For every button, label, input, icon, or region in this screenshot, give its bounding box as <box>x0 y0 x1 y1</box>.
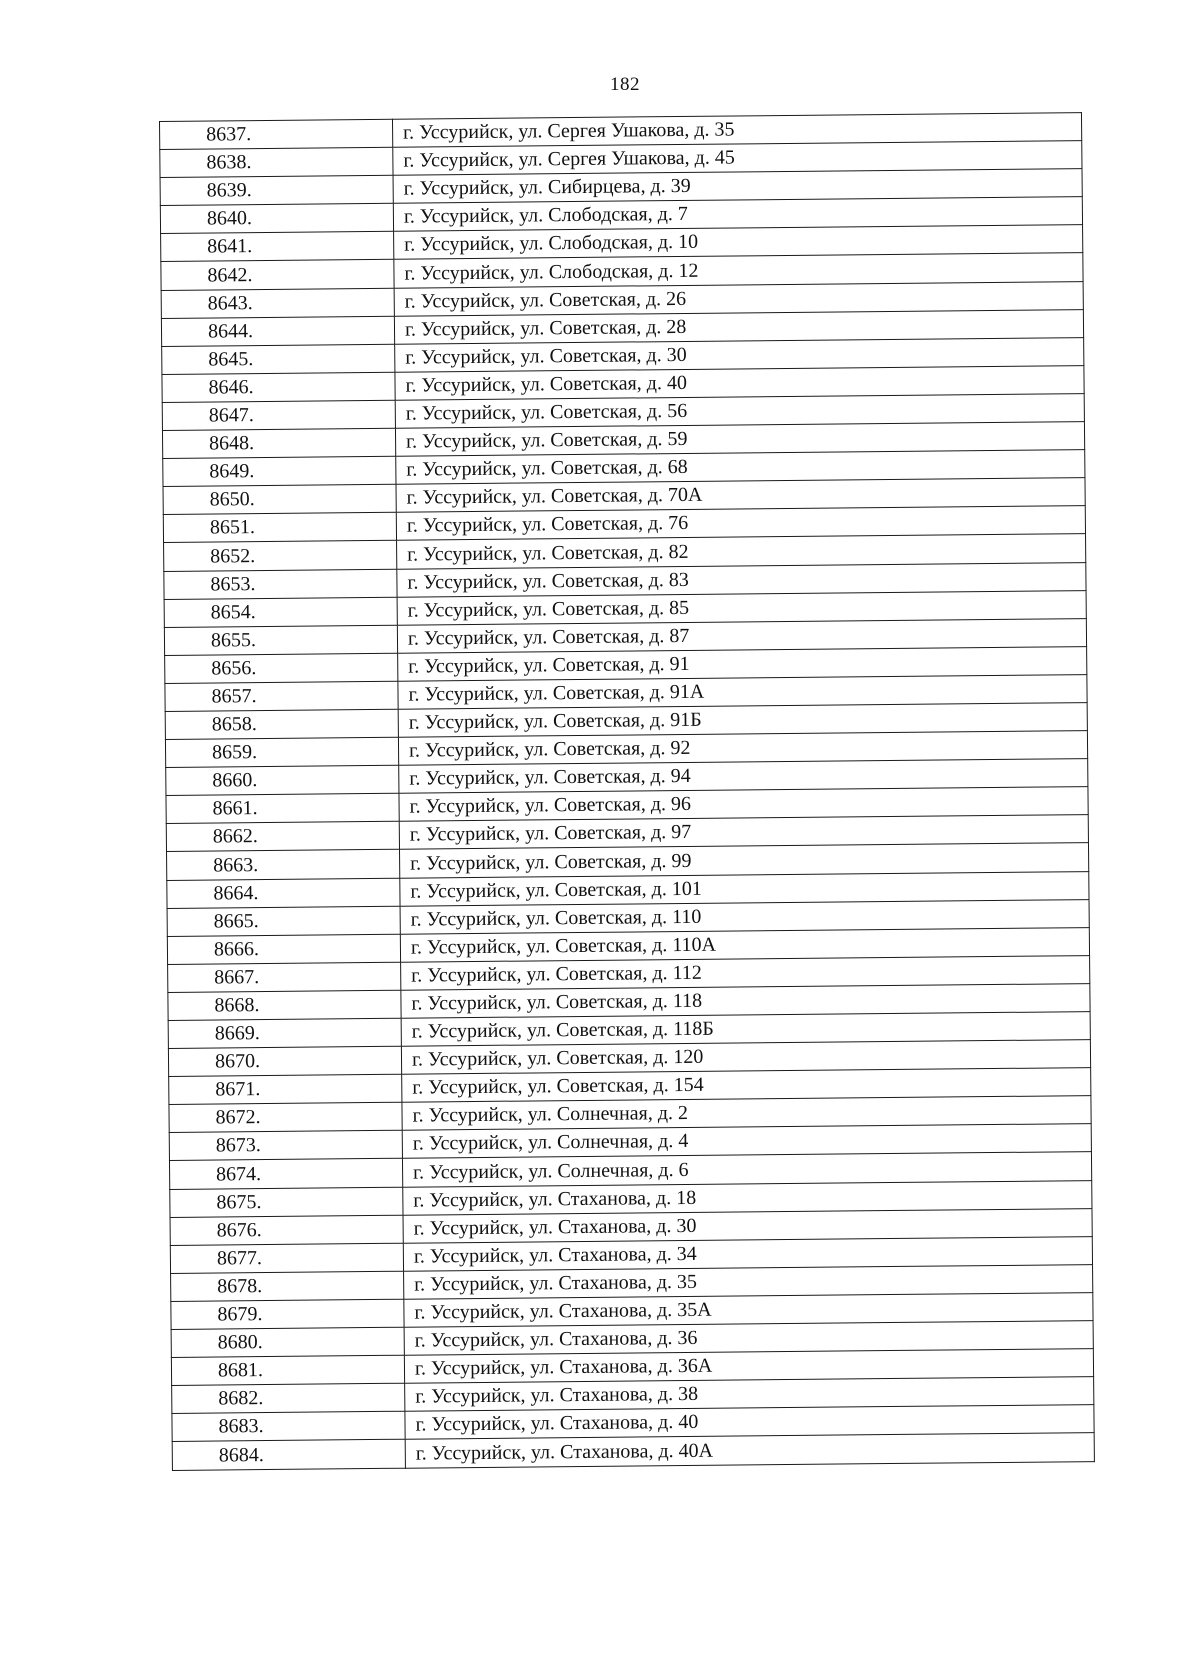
row-number: 8651. <box>163 513 396 543</box>
row-address: г. Уссурийск, ул. Советская, д. 30 <box>395 337 1084 372</box>
row-number: 8683. <box>172 1412 405 1442</box>
row-number: 8643. <box>161 288 394 318</box>
row-address: г. Уссурийск, ул. Советская, д. 83 <box>397 562 1086 597</box>
row-address: г. Уссурийск, ул. Советская, д. 85 <box>397 590 1086 625</box>
row-number: 8652. <box>164 541 397 571</box>
row-address: г. Уссурийск, ул. Советская, д. 154 <box>402 1068 1091 1103</box>
row-number: 8678. <box>171 1271 404 1301</box>
row-number: 8675. <box>170 1187 403 1217</box>
row-number: 8653. <box>164 569 397 599</box>
row-number: 8658. <box>165 709 398 739</box>
row-number: 8664. <box>167 878 400 908</box>
row-address: г. Уссурийск, ул. Советская, д. 82 <box>397 534 1086 569</box>
row-address: г. Уссурийск, ул. Сергея Ушакова, д. 45 <box>393 141 1082 176</box>
row-address: г. Уссурийск, ул. Солнечная, д. 2 <box>402 1096 1091 1131</box>
row-number: 8648. <box>162 428 395 458</box>
row-address: г. Уссурийск, ул. Советская, д. 26 <box>394 281 1083 316</box>
row-address: г. Уссурийск, ул. Советская, д. 87 <box>397 618 1086 653</box>
page-number: 182 <box>610 74 640 95</box>
row-address: г. Уссурийск, ул. Советская, д. 110А <box>400 927 1089 962</box>
row-address: г. Уссурийск, ул. Советская, д. 112 <box>401 955 1090 990</box>
row-address: г. Уссурийск, ул. Стаханова, д. 35 <box>404 1264 1093 1299</box>
row-number: 8681. <box>171 1355 404 1385</box>
row-number: 8673. <box>169 1131 402 1161</box>
row-address: г. Уссурийск, ул. Советская, д. 56 <box>395 394 1084 429</box>
row-address: г. Уссурийск, ул. Советская, д. 76 <box>396 506 1085 541</box>
row-address: г. Уссурийск, ул. Стаханова, д. 35А <box>404 1293 1093 1328</box>
row-number: 8672. <box>169 1102 402 1132</box>
row-number: 8637. <box>160 119 393 149</box>
row-address: г. Уссурийск, ул. Советская, д. 28 <box>394 309 1083 344</box>
row-address: г. Уссурийск, ул. Советская, д. 118Б <box>401 1012 1090 1047</box>
row-number: 8642. <box>161 260 394 290</box>
row-number: 8647. <box>162 400 395 430</box>
row-address: г. Уссурийск, ул. Советская, д. 120 <box>401 1040 1090 1075</box>
row-number: 8674. <box>169 1159 402 1189</box>
row-number: 8667. <box>168 962 401 992</box>
row-address: г. Уссурийск, ул. Слободская, д. 10 <box>394 225 1083 260</box>
row-number: 8656. <box>165 653 398 683</box>
row-number: 8682. <box>172 1383 405 1413</box>
row-number: 8650. <box>163 484 396 514</box>
row-number: 8646. <box>162 372 395 402</box>
row-address: г. Уссурийск, ул. Солнечная, д. 4 <box>402 1124 1091 1159</box>
row-address: г. Уссурийск, ул. Советская, д. 99 <box>400 843 1089 878</box>
address-table <box>159 112 1095 1470</box>
row-address: г. Уссурийск, ул. Солнечная, д. 6 <box>402 1152 1091 1187</box>
row-address: г. Уссурийск, ул. Советская, д. 118 <box>401 984 1090 1019</box>
row-number: 8669. <box>168 1018 401 1048</box>
row-number: 8641. <box>161 232 394 262</box>
row-address: г. Уссурийск, ул. Советская, д. 91Б <box>398 703 1087 738</box>
row-number: 8676. <box>170 1215 403 1245</box>
row-address: г. Уссурийск, ул. Советская, д. 101 <box>400 871 1089 906</box>
row-address: г. Уссурийск, ул. Сибирцева, д. 39 <box>393 169 1082 204</box>
row-number: 8671. <box>169 1074 402 1104</box>
row-number: 8657. <box>165 681 398 711</box>
row-address: г. Уссурийск, ул. Стаханова, д. 40А <box>405 1433 1094 1468</box>
row-number: 8668. <box>168 990 401 1020</box>
row-address: г. Уссурийск, ул. Стаханова, д. 30 <box>403 1208 1092 1243</box>
row-address: г. Уссурийск, ул. Советская, д. 68 <box>396 450 1085 485</box>
row-number: 8662. <box>166 822 399 852</box>
row-number: 8654. <box>164 597 397 627</box>
row-address: г. Уссурийск, ул. Сергея Ушакова, д. 35 <box>392 113 1081 148</box>
row-number: 8639. <box>160 175 393 205</box>
row-address: г. Уссурийск, ул. Слободская, д. 12 <box>394 253 1083 288</box>
row-number: 8661. <box>166 793 399 823</box>
row-number: 8649. <box>163 456 396 486</box>
row-address: г. Уссурийск, ул. Стаханова, д. 18 <box>403 1180 1092 1215</box>
row-address: г. Уссурийск, ул. Стаханова, д. 40 <box>405 1405 1094 1440</box>
row-number: 8638. <box>160 147 393 177</box>
row-address: г. Уссурийск, ул. Стаханова, д. 38 <box>405 1377 1094 1412</box>
row-address: г. Уссурийск, ул. Советская, д. 70А <box>396 478 1085 513</box>
row-number: 8680. <box>171 1327 404 1357</box>
row-address: г. Уссурийск, ул. Советская, д. 40 <box>395 365 1084 400</box>
row-address: г. Уссурийск, ул. Советская, д. 94 <box>399 759 1088 794</box>
row-address: г. Уссурийск, ул. Советская, д. 92 <box>398 731 1087 766</box>
row-number: 8666. <box>167 934 400 964</box>
row-number: 8670. <box>168 1046 401 1076</box>
row-number: 8660. <box>166 765 399 795</box>
row-address: г. Уссурийск, ул. Стаханова, д. 34 <box>403 1236 1092 1271</box>
row-number: 8663. <box>167 850 400 880</box>
row-address: г. Уссурийск, ул. Советская, д. 91А <box>398 674 1087 709</box>
address-table-body <box>160 113 1095 1470</box>
row-number: 8679. <box>171 1299 404 1329</box>
row-number: 8659. <box>165 737 398 767</box>
row-address: г. Уссурийск, ул. Стаханова, д. 36 <box>404 1321 1093 1356</box>
row-address: г. Уссурийск, ул. Советская, д. 59 <box>395 422 1084 457</box>
row-number: 8684. <box>172 1440 405 1470</box>
row-number: 8640. <box>160 204 393 234</box>
row-address: г. Уссурийск, ул. Советская, д. 91 <box>398 646 1087 681</box>
row-address: г. Уссурийск, ул. Советская, д. 97 <box>399 815 1088 850</box>
row-address: г. Уссурийск, ул. Стаханова, д. 36А <box>404 1349 1093 1384</box>
row-address: г. Уссурийск, ул. Слободская, д. 7 <box>393 197 1082 232</box>
row-address: г. Уссурийск, ул. Советская, д. 110 <box>400 899 1089 934</box>
row-number: 8645. <box>162 344 395 374</box>
row-number: 8655. <box>164 625 397 655</box>
row-number: 8677. <box>170 1243 403 1273</box>
row-number: 8665. <box>167 906 400 936</box>
row-address: г. Уссурийск, ул. Советская, д. 96 <box>399 787 1088 822</box>
row-number: 8644. <box>161 316 394 346</box>
